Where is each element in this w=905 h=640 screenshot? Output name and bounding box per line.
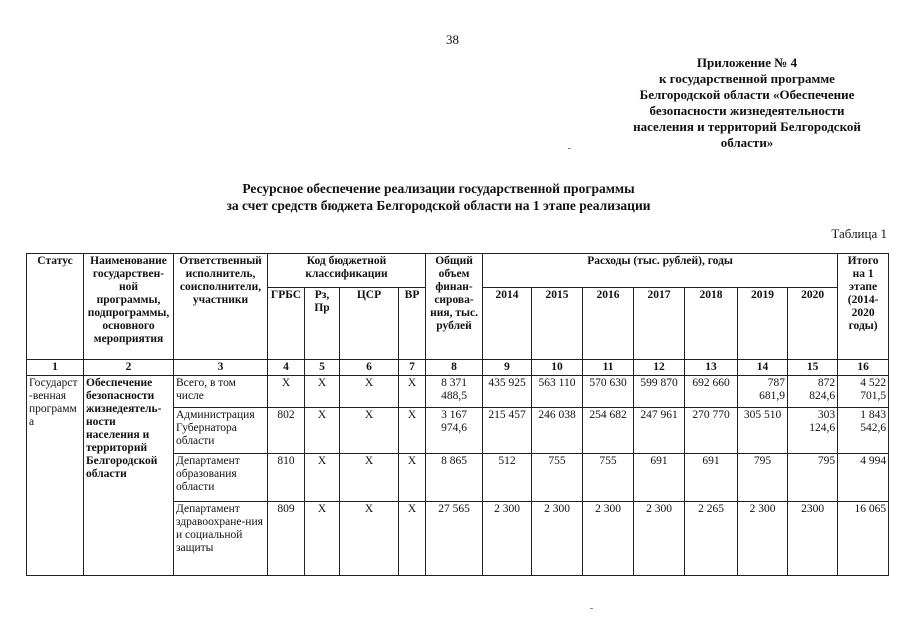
stage-total-cell: 4 522 701,5 [838,376,889,408]
column-number: 3 [174,360,268,376]
csr-cell: X [340,408,399,454]
executor-cell: Департамент образования области [174,454,268,502]
grbs-cell: 809 [268,502,305,576]
year-value-cell: 787 681,9 [738,376,788,408]
header-grbs: ГРБС [268,288,305,360]
year-value-cell: 755 [532,454,583,502]
executor-cell: Всего, в том числе [174,376,268,408]
column-number: 2 [84,360,174,376]
year-value-cell: 435 925 [483,376,532,408]
total-cell: 8 865 [426,454,483,502]
year-value-cell: 2 300 [738,502,788,576]
column-number: 16 [838,360,889,376]
total-cell: 8 371 488,5 [426,376,483,408]
year-value-cell: 2 300 [583,502,634,576]
year-value-cell: 691 [685,454,738,502]
column-number: 11 [583,360,634,376]
year-value-cell: 795 [738,454,788,502]
header-expenses: Расходы (тыс. рублей), годы [483,254,838,288]
appendix-line: безопасности жизнедеятельности [649,103,845,118]
year-value-cell: 563 110 [532,376,583,408]
header-year: 2017 [634,288,685,360]
header-executor: Ответственный исполнитель, соисполнители, участники [174,254,268,360]
title-line: Ресурсное обеспечение реализации государственной программы [242,181,635,196]
year-value-cell: 305 510 [738,408,788,454]
header-year: 2016 [583,288,634,360]
title-line: за счет средств бюджета Белгородской области на 1 этапе реализации [226,198,651,213]
total-cell: 27 565 [426,502,483,576]
header-vr: ВР [399,288,426,360]
status-cell: Государст-венная программа [27,376,84,576]
year-value-cell: 2 300 [483,502,532,576]
header-year: 2015 [532,288,583,360]
column-number: 14 [738,360,788,376]
executor-cell: Департамент здравоохране-ния и социальной защиты [174,502,268,576]
header-year: 2020 [788,288,838,360]
year-value-cell: 246 038 [532,408,583,454]
column-number: 15 [788,360,838,376]
vr-cell: X [399,502,426,576]
document-title [0,180,905,214]
csr-cell: X [340,502,399,576]
year-value-cell: 2 300 [532,502,583,576]
scan-speck [568,148,571,149]
resource-table [26,253,889,576]
year-value-cell: 691 [634,454,685,502]
appendix-line: к государственной программе [659,71,835,86]
year-value-cell: 2 300 [634,502,685,576]
rzpr-cell: X [305,408,340,454]
appendix-header [612,55,882,151]
executor-cell: Администрация Губернатора области [174,408,268,454]
grbs-cell: X [268,376,305,408]
year-value-cell: 2 265 [685,502,738,576]
column-number: 12 [634,360,685,376]
appendix-line: Приложение № 4 [696,55,798,70]
header-total-volume: Общий объем финан-сирова-ния, тыс. рублей [426,254,483,360]
header-stage-total: Итого на 1 этапе (2014-2020 годы) [838,254,889,360]
stage-total-cell: 16 065 [838,502,889,576]
vr-cell: X [399,376,426,408]
appendix-line: области» [720,135,774,150]
grbs-cell: 810 [268,454,305,502]
year-value-cell: 254 682 [583,408,634,454]
header-year: 2019 [738,288,788,360]
column-number: 9 [483,360,532,376]
page-number: 38 [446,32,459,47]
year-value-cell: 755 [583,454,634,502]
year-value-cell: 247 961 [634,408,685,454]
header-year: 2014 [483,288,532,360]
column-number: 7 [399,360,426,376]
csr-cell: X [340,376,399,408]
column-number: 13 [685,360,738,376]
column-number: 1 [27,360,84,376]
appendix-line: Белгородской области «Обеспечение [639,87,855,102]
stage-total-cell: 4 994 [838,454,889,502]
year-value-cell: 692 660 [685,376,738,408]
year-value-cell: 795 [788,454,838,502]
year-value-cell: 872 824,6 [788,376,838,408]
column-number: 4 [268,360,305,376]
year-value-cell: 215 457 [483,408,532,454]
table-label: Таблица 1 [831,226,887,241]
appendix-line: населения и территорий Белгородской [633,119,861,134]
year-value-cell: 570 630 [583,376,634,408]
year-value-cell: 2300 [788,502,838,576]
stage-total-cell: 1 843 542,6 [838,408,889,454]
rzpr-cell: X [305,502,340,576]
column-number: 6 [340,360,399,376]
header-rzpr: Рз, Пр [305,288,340,360]
column-number: 8 [426,360,483,376]
year-value-cell: 270 770 [685,408,738,454]
year-value-cell: 599 870 [634,376,685,408]
header-year: 2018 [685,288,738,360]
header-name: Наименование государствен-ной программы, подпрограммы, основного мероприятия [84,254,174,360]
scan-speck [590,608,593,609]
vr-cell: X [399,408,426,454]
csr-cell: X [340,454,399,502]
rzpr-cell: X [305,454,340,502]
grbs-cell: 802 [268,408,305,454]
year-value-cell: 512 [483,454,532,502]
rzpr-cell: X [305,376,340,408]
program-name-cell: Обеспечение безопасности жизнедеятель-ности населения и территорий Белгородской области [84,376,174,576]
table-row [27,376,889,408]
total-cell: 3 167 974,6 [426,408,483,454]
column-number: 10 [532,360,583,376]
column-number: 5 [305,360,340,376]
year-value-cell: 303 124,6 [788,408,838,454]
column-number-row [27,360,889,376]
header-status: Статус [27,254,84,360]
header-csr: ЦСР [340,288,399,360]
vr-cell: X [399,454,426,502]
header-budget-code: Код бюджетной классификации [268,254,426,288]
